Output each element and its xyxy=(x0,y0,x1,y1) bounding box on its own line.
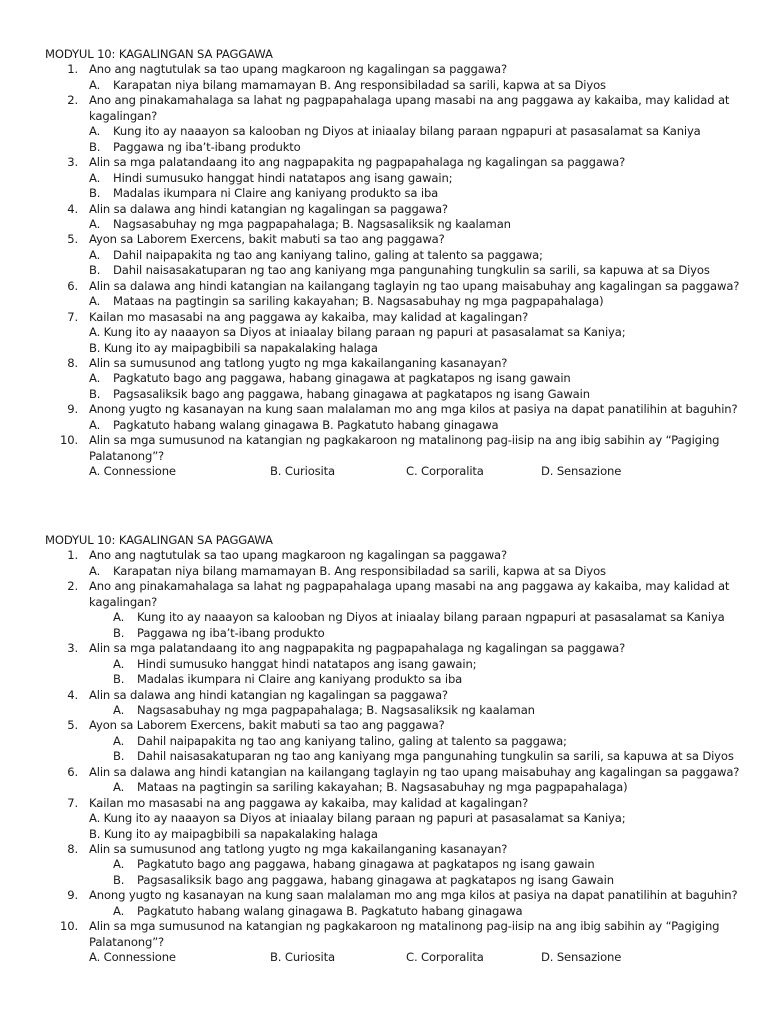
choice-label: A. xyxy=(89,77,101,92)
choice-text: Karapatan niya bilang mamamayan B. Ang responsibiladad sa sarili, kapwa at sa Diyos xyxy=(113,563,606,578)
answer-line xyxy=(0,263,768,277)
choice-label: A. xyxy=(89,294,101,309)
question-line xyxy=(0,919,768,933)
question-line xyxy=(0,688,768,702)
choice-text: Pagkatuto habang walang ginagawa B. Pagkatuto habang ginagawa xyxy=(137,903,523,918)
choice-text: Hindi sumusuko hanggat hindi natatapos ang isang gawain; xyxy=(113,170,453,185)
answer-line xyxy=(0,387,768,401)
choice-text: Madalas ikumpara ni Claire ang kaniyang produkto sa iba xyxy=(113,186,439,201)
question-text: Alin sa sumusunod ang tatlong yugto ng mga kakailanganing kasanayan? xyxy=(89,356,508,370)
question-number: 4. xyxy=(67,687,78,702)
answer-line xyxy=(0,371,768,385)
answer-line xyxy=(0,873,768,887)
question-line xyxy=(0,279,768,293)
question-number: 1. xyxy=(67,62,78,77)
answer-line xyxy=(0,564,768,578)
question-number: 5. xyxy=(67,232,78,247)
continuation-text: kagalingan? xyxy=(89,108,158,123)
choice-label: B. xyxy=(113,749,125,764)
quiz-block xyxy=(0,533,768,970)
question-line xyxy=(0,641,768,655)
choice-option: C. Corporalita xyxy=(406,464,484,479)
choice-text: Pagsasaliksik bago ang paggawa, habang ginagawa at pagkatapos ng isang Gawain xyxy=(113,386,590,401)
choice-label: A. xyxy=(113,733,125,748)
answer-line xyxy=(0,595,768,609)
choice-label: B. xyxy=(89,386,101,401)
continuation-text: B. Kung ito ay maipagbibili sa napakalaking halaga xyxy=(89,340,378,355)
choice-text: Dahil naisasakatuparan ng tao ang kaniyang mga pangunahing tungkulin sa sarili, sa kapuwa at sa Diyos xyxy=(113,263,710,278)
answer-line xyxy=(0,325,768,339)
answer-line xyxy=(0,294,768,308)
question-text: Ayon sa Laborem Exercens, bakit mabuti sa tao ang paggawa? xyxy=(89,718,445,733)
options-line xyxy=(0,950,768,964)
choice-label: B. xyxy=(89,139,101,154)
question-text: Ayon sa Laborem Exercens, bakit mabuti sa tao ang paggawa? xyxy=(89,232,445,247)
answer-line xyxy=(0,626,768,640)
question-line xyxy=(0,765,768,779)
question-text: Ano ang nagtutulak sa tao upang magkaroon ng kagalingan sa paggawa? xyxy=(89,62,508,77)
answer-line xyxy=(0,341,768,355)
choice-label: A. xyxy=(89,124,101,139)
choice-text: Madalas ikumpara ni Claire ang kaniyang produkto sa iba xyxy=(137,672,463,687)
answer-line xyxy=(0,171,768,185)
continuation-text: kagalingan? xyxy=(89,594,158,609)
question-number: 9. xyxy=(67,402,78,417)
choice-text: Kung ito ay naaayon sa kalooban ng Diyos at iniaalay bilang paraan ngpapuri at pasasalamat sa Kaniya xyxy=(113,124,701,139)
choice-label: A. xyxy=(89,170,101,185)
question-number: 3. xyxy=(67,641,78,656)
question-text: Ano ang pinakamahalaga sa lahat ng pagpapahalaga upang masabi na ang paggawa ay kakaiba, may kalidad at xyxy=(89,579,730,594)
question-number: 8. xyxy=(67,356,78,370)
answer-line xyxy=(0,827,768,841)
question-line xyxy=(0,888,768,902)
choice-text: Nagsasabuhay ng mga pagpapahalaga; B. Nagsasaliksik ng kaalaman xyxy=(113,216,511,231)
question-text: Alin sa dalawa ang hindi katangian na kailangang taglayin ng tao upang maisabuhay ang kagalingan sa paggawa? xyxy=(89,278,740,293)
choice-label: A. xyxy=(89,247,101,262)
question-text: Kailan mo masasabi na ang paggawa ay kakaiba, may kalidad at kagalingan? xyxy=(89,795,529,810)
choice-text: Karapatan niya bilang mamamayan B. Ang responsibiladad sa sarili, kapwa at sa Diyos xyxy=(113,77,606,92)
choice-label: A. xyxy=(113,702,125,717)
question-number: 7. xyxy=(67,795,78,810)
answer-line xyxy=(0,857,768,871)
question-number: 2. xyxy=(67,93,78,108)
choice-option: A. Connessione xyxy=(89,950,176,965)
question-line xyxy=(0,579,768,593)
question-line xyxy=(0,62,768,76)
question-line xyxy=(0,356,768,370)
choice-label: A. xyxy=(89,563,101,578)
answer-line xyxy=(0,935,768,949)
question-line xyxy=(0,93,768,107)
question-number: 3. xyxy=(67,155,78,170)
question-text: Alin sa sumusunod ang tatlong yugto ng mga kakailanganing kasanayan? xyxy=(89,842,508,856)
choice-text: Dahil naipapakita ng tao ang kaniyang talino, galing at talento sa paggawa; xyxy=(113,247,543,262)
answer-line xyxy=(0,904,768,918)
answer-line xyxy=(0,657,768,671)
choice-label: A. xyxy=(89,216,101,231)
choice-label: B. xyxy=(113,672,125,687)
choice-text: Paggawa ng iba’t-ibang produkto xyxy=(113,139,301,154)
answer-line xyxy=(0,703,768,717)
answer-line xyxy=(0,449,768,463)
choice-text: Pagkatuto bago ang paggawa, habang ginagawa at pagkatapos ng isang gawain xyxy=(137,857,595,872)
question-number: 9. xyxy=(67,888,78,903)
answer-line xyxy=(0,610,768,624)
answer-line xyxy=(0,418,768,432)
module-title: MODYUL 10: KAGALINGAN SA PAGGAWA xyxy=(45,47,273,61)
answer-line xyxy=(0,140,768,154)
choice-label: A. xyxy=(113,857,125,872)
choice-text: Pagkatuto habang walang ginagawa B. Pagkatuto habang ginagawa xyxy=(113,417,499,432)
quiz-block xyxy=(0,47,768,484)
question-number: 7. xyxy=(67,309,78,324)
question-line xyxy=(0,796,768,810)
choice-text: Paggawa ng iba’t-ibang produkto xyxy=(137,625,325,640)
question-text: Anong yugto ng kasanayan na kung saan malalaman mo ang mga kilos at pasiya na dapat panatilihin at baguhin? xyxy=(89,888,738,903)
choice-text: Pagsasaliksik bago ang paggawa, habang ginagawa at pagkatapos ng isang Gawain xyxy=(137,872,614,887)
question-line xyxy=(0,155,768,169)
choice-text: Nagsasabuhay ng mga pagpapahalaga; B. Nagsasaliksik ng kaalaman xyxy=(137,702,535,717)
question-line xyxy=(0,202,768,216)
question-line xyxy=(0,433,768,447)
question-line xyxy=(0,842,768,856)
choice-label: B. xyxy=(113,625,125,640)
question-number: 2. xyxy=(67,579,78,594)
question-line xyxy=(0,310,768,324)
choice-text: Mataas na pagtingin sa sariling kakayahan; B. Nagsasabuhay ng mga pagpapahalaga) xyxy=(137,780,628,795)
question-number: 5. xyxy=(67,718,78,733)
choice-label: A. xyxy=(113,656,125,671)
question-line xyxy=(0,548,768,562)
question-number: 4. xyxy=(67,201,78,216)
choice-option: B. Curiosita xyxy=(270,464,335,479)
continuation-text: Palatanong”? xyxy=(89,448,165,463)
choice-text: Pagkatuto bago ang paggawa, habang ginagawa at pagkatapos ng isang gawain xyxy=(113,371,571,386)
choice-label: A. xyxy=(89,371,101,386)
choice-option: C. Corporalita xyxy=(406,950,484,965)
question-number: 1. xyxy=(67,548,78,563)
options-line xyxy=(0,464,768,478)
choice-label: B. xyxy=(89,263,101,278)
module-title: MODYUL 10: KAGALINGAN SA PAGGAWA xyxy=(45,533,273,547)
choice-label: B. xyxy=(89,186,101,201)
answer-line xyxy=(0,248,768,262)
answer-line xyxy=(0,734,768,748)
question-line xyxy=(0,402,768,416)
answer-line xyxy=(0,672,768,686)
choice-label: A. xyxy=(113,780,125,795)
question-line xyxy=(0,232,768,246)
continuation-text: Palatanong”? xyxy=(89,934,165,949)
continuation-text: A. Kung ito ay naaayon sa Diyos at iniaalay bilang paraan ng papuri at pasasalamat sa Kaniya; xyxy=(89,811,626,826)
question-number: 6. xyxy=(67,764,78,779)
question-text: Ano ang nagtutulak sa tao upang magkaroon ng kagalingan sa paggawa? xyxy=(89,548,508,563)
choice-label: A. xyxy=(113,610,125,625)
choice-option: D. Sensazione xyxy=(541,950,622,965)
question-number: 10. xyxy=(60,919,78,934)
question-text: Alin sa dalawa ang hindi katangian ng kagalingan sa paggawa? xyxy=(89,687,448,702)
choice-text: Dahil naipapakita ng tao ang kaniyang talino, galing at talento sa paggawa; xyxy=(137,733,567,748)
choice-option: D. Sensazione xyxy=(541,464,622,479)
answer-line xyxy=(0,749,768,763)
question-text: Alin sa dalawa ang hindi katangian ng kagalingan sa paggawa? xyxy=(89,201,448,216)
continuation-text: A. Kung ito ay naaayon sa Diyos at iniaalay bilang paraan ng papuri at pasasalamat sa Kaniya; xyxy=(89,325,626,340)
question-text: Kailan mo masasabi na ang paggawa ay kakaiba, may kalidad at kagalingan? xyxy=(89,309,529,324)
answer-line xyxy=(0,780,768,794)
question-line xyxy=(0,718,768,732)
question-number: 6. xyxy=(67,278,78,293)
choice-label: A. xyxy=(113,903,125,918)
question-text: Anong yugto ng kasanayan na kung saan malalaman mo ang mga kilos at pasiya na dapat panatilihin at baguhin? xyxy=(89,402,738,417)
question-text: Alin sa mga palatandaang ito ang nagpapakita ng pagpapahalaga ng kagalingan sa paggawa? xyxy=(89,641,626,656)
question-text: Ano ang pinakamahalaga sa lahat ng pagpapahalaga upang masabi na ang paggawa ay kakaiba, may kalidad at xyxy=(89,93,730,108)
choice-label: A. xyxy=(89,417,101,432)
question-text: Alin sa mga sumusunod na katangian ng pagkakaroon ng matalinong pag-iisip na ang ibig sabihin ay “Pagiging xyxy=(89,919,720,934)
choice-text: Kung ito ay naaayon sa kalooban ng Diyos at iniaalay bilang paraan ngpapuri at pasasalamat sa Kaniya xyxy=(137,610,725,625)
question-text: Alin sa mga sumusunod na katangian ng pagkakaroon ng matalinong pag-iisip na ang ibig sabihin ay “Pagiging xyxy=(89,433,720,448)
answer-line xyxy=(0,109,768,123)
question-text: Alin sa dalawa ang hindi katangian na kailangang taglayin ng tao upang maisabuhay ang kagalingan sa paggawa? xyxy=(89,764,740,779)
question-number: 10. xyxy=(60,433,78,448)
question-text: Alin sa mga palatandaang ito ang nagpapakita ng pagpapahalaga ng kagalingan sa paggawa? xyxy=(89,155,626,170)
continuation-text: B. Kung ito ay maipagbibili sa napakalaking halaga xyxy=(89,826,378,841)
choice-text: Dahil naisasakatuparan ng tao ang kaniyang mga pangunahing tungkulin sa sarili, sa kapuwa at sa Diyos xyxy=(137,749,734,764)
choice-label: B. xyxy=(113,872,125,887)
answer-line xyxy=(0,186,768,200)
choice-text: Mataas na pagtingin sa sariling kakayahan; B. Nagsasabuhay ng mga pagpapahalaga) xyxy=(113,294,604,309)
choice-option: B. Curiosita xyxy=(270,950,335,965)
choice-option: A. Connessione xyxy=(89,464,176,479)
question-number: 8. xyxy=(67,842,78,856)
answer-line xyxy=(0,811,768,825)
answer-line xyxy=(0,78,768,92)
answer-line xyxy=(0,124,768,138)
answer-line xyxy=(0,217,768,231)
choice-text: Hindi sumusuko hanggat hindi natatapos ang isang gawain; xyxy=(137,656,477,671)
